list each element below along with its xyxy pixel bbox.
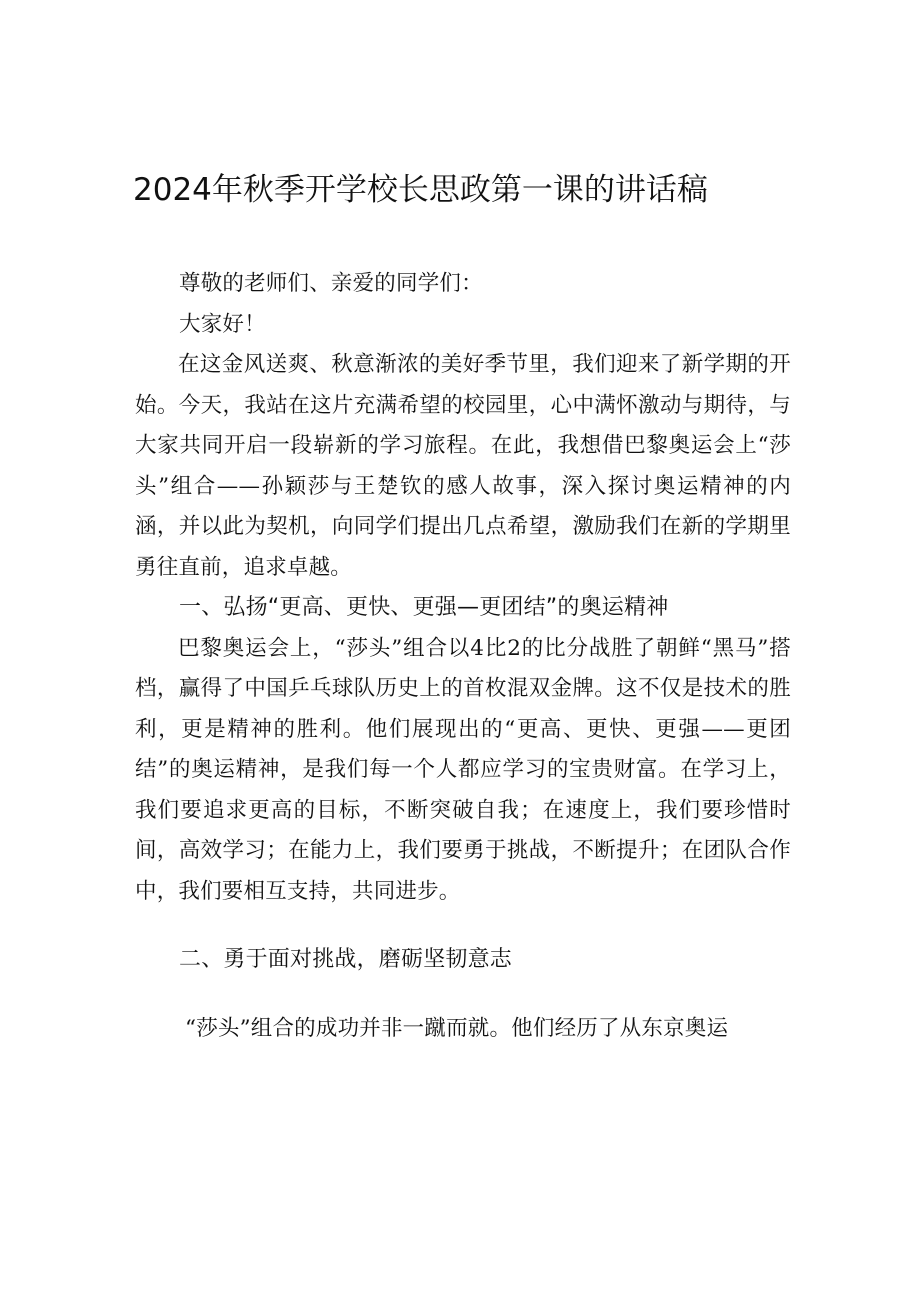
section-1-paragraph: 巴黎奥运会上，“莎头”组合以4比2的比分战胜了朝鲜“黑马”搭档，赢得了中国乒乓球队历史上的首枚混双金牌。这不仅是技术的胜利，更是精神的胜利。他们展现出的“更高、更快、更强——更团结”的奥运精神，是我们每一个人都应学习的宝贵财富。在学习上，我们要追求更高的目标，不断突破自我；在速度上，我们要珍惜时间，高效学习；在能力上，我们要勇于挑战，不断提升；在团队合作中，我们要相互支持，共同进步。 (135, 635, 791, 904)
salute-line: 大家好！ (179, 311, 266, 337)
section-2-heading: 二、勇于面对挑战，磨砺坚韧意志 (179, 947, 513, 972)
intro-paragraph: 在这金风送爽、秋意渐浓的美好季节里，我们迎来了新学期的开始。今天，我站在这片充满希望的校园里，心中满怀激动与期待，与大家共同开启一段崭新的学习旅程。在此，我想借巴黎奥运会上“莎头”组合——孙颖莎与王楚钦的感人故事，深入探讨奥运精神的内涵，并以此为契机，向同学们提出几点希望，激励我们在新的学期里勇往直前，追求卓越。 (135, 352, 791, 580)
document-title: 2024年秋季开学校长思政第一课的讲话稿 (133, 172, 708, 208)
greeting-line: 尊敬的老师们、亲爱的同学们： (179, 271, 483, 296)
section-2-paragraph: “莎头”组合的成功并非一蹴而就。他们经历了从东京奥运 (185, 1015, 729, 1041)
document-body (135, 264, 791, 1049)
section-1-heading: 一、弘扬“更高、更快、更强—更团结”的奥运精神 (179, 595, 669, 620)
